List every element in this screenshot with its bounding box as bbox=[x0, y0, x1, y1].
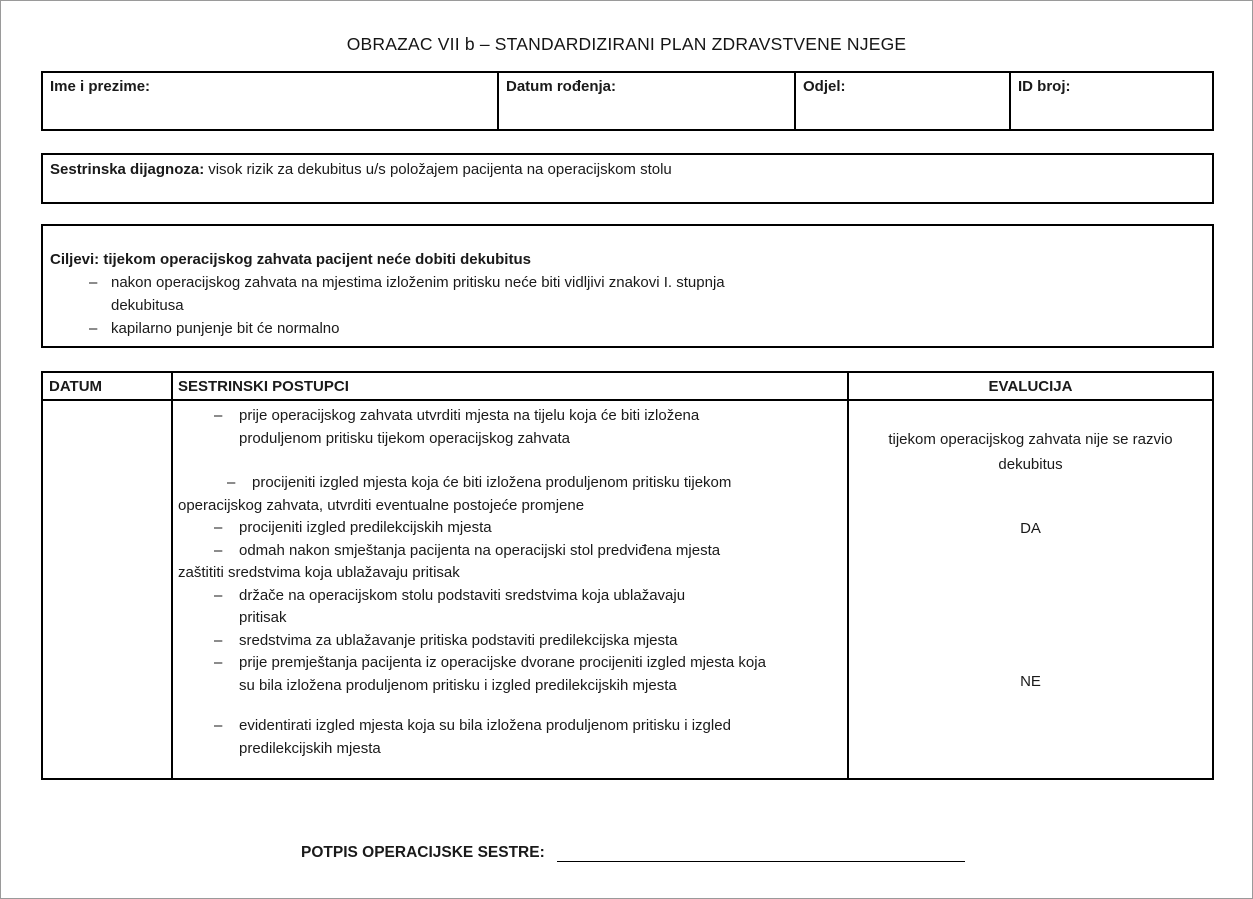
dash-bullet: – bbox=[214, 519, 223, 536]
page-title: OBRAZAC VII b – STANDARDIZIRANI PLAN ZDRAVSTVENE NJEGE bbox=[346, 34, 907, 54]
procedure-line bbox=[178, 585, 847, 608]
procedure-line-text: prije premještanja pacijenta iz operacijske dvorane procijeniti izgled mjesta koja bbox=[239, 654, 766, 671]
field-birthdate-label: Datum rođenja: bbox=[506, 78, 617, 95]
field-department[interactable] bbox=[796, 73, 1011, 129]
procedure-line bbox=[178, 630, 847, 653]
care-table-body bbox=[43, 401, 1212, 778]
care-table-header bbox=[43, 373, 1212, 401]
dash-bullet: – bbox=[214, 631, 223, 649]
dash-bullet: – bbox=[214, 717, 223, 734]
column-header-date: DATUM bbox=[43, 373, 173, 399]
patient-header-table bbox=[41, 71, 1214, 131]
dash-bullet: – bbox=[214, 654, 223, 671]
field-name[interactable] bbox=[43, 73, 499, 129]
date-cell[interactable] bbox=[43, 401, 173, 778]
signature-row bbox=[301, 844, 965, 862]
goal-item bbox=[50, 271, 1205, 317]
evaluation-option-no: NE bbox=[1020, 673, 1041, 690]
goals-box bbox=[41, 224, 1214, 348]
procedure-line-spacer bbox=[178, 697, 847, 715]
goals-heading: Ciljevi: tijekom operacijskog zahvata pacijent neće dobiti dekubitus bbox=[50, 251, 531, 268]
field-id-number-label: ID broj: bbox=[1018, 78, 1071, 95]
procedure-line bbox=[178, 715, 847, 738]
procedure-line: pritisak bbox=[239, 609, 287, 626]
field-name-label: Ime i prezime: bbox=[50, 78, 151, 95]
goal-item-text: nakon operacijskog zahvata na mjestima izloženim pritisku neće biti vidljivi znakovi I. stupnja dekubitusa bbox=[111, 274, 725, 314]
goals-list bbox=[50, 271, 1205, 340]
evaluation-option-yes: DA bbox=[1020, 520, 1041, 537]
procedure-line bbox=[178, 472, 847, 495]
dash-bullet: – bbox=[89, 274, 98, 291]
procedure-line: su bila izložena produljenom pritisku i izgled predilekcijskih mjesta bbox=[239, 676, 677, 694]
evaluation-result bbox=[855, 427, 1206, 477]
care-plan-table bbox=[41, 371, 1214, 780]
procedure-line-text: evidentirati izgled mjesta koja su bila izložena produljenom pritisku i izgled bbox=[239, 717, 731, 734]
procedure-lines bbox=[173, 401, 849, 778]
procedure-line bbox=[178, 405, 847, 428]
column-header-evaluation: EVALUCIJA bbox=[988, 378, 1073, 395]
dash-bullet: – bbox=[214, 541, 223, 559]
procedure-line bbox=[178, 540, 847, 563]
nursing-diagnosis-label: Sestrinska dijagnoza: bbox=[50, 161, 205, 178]
signature-line[interactable] bbox=[557, 844, 965, 862]
field-birthdate[interactable] bbox=[499, 73, 796, 129]
signature-label: POTPIS OPERACIJSKE SESTRE: bbox=[301, 844, 545, 861]
column-header-procedures: SESTRINSKI POSTUPCI bbox=[173, 373, 849, 399]
procedure-line-text: procijeniti izgled predilekcijskih mjesta bbox=[239, 519, 492, 536]
field-department-label: Odjel: bbox=[803, 78, 846, 95]
evaluation-result-line: tijekom operacijskog zahvata nije se razvio bbox=[888, 431, 1173, 448]
procedure-line: zaštititi sredstvima koja ublažavaju pritisak bbox=[178, 564, 460, 581]
procedure-line-text: procijeniti izgled mjesta koja će biti izložena produljenom pritisku tijekom bbox=[252, 474, 732, 491]
field-id-number[interactable] bbox=[1011, 73, 1212, 129]
dash-bullet: – bbox=[214, 586, 223, 604]
goal-item bbox=[50, 317, 1205, 340]
procedure-line bbox=[178, 652, 847, 675]
dash-bullet: – bbox=[89, 320, 98, 337]
procedure-line bbox=[178, 517, 847, 540]
procedure-line-spacer bbox=[178, 450, 847, 472]
dash-bullet: – bbox=[214, 407, 223, 424]
procedure-line-text: prije operacijskog zahvata utvrditi mjesta na tijelu koja će biti izložena bbox=[239, 407, 700, 424]
procedure-line: produljenom pritisku tijekom operacijskog zahvata bbox=[239, 429, 570, 447]
nursing-diagnosis-box bbox=[41, 153, 1214, 204]
evaluation-result-line: dekubitus bbox=[998, 456, 1063, 473]
procedure-line-text: odmah nakon smještanja pacijenta na operacijski stol predviđena mjesta bbox=[239, 541, 721, 559]
goal-item-text: kapilarno punjenje bit će normalno bbox=[111, 320, 340, 337]
procedure-line-text: sredstvima za ublažavanje pritiska podstaviti predilekcijska mjesta bbox=[239, 631, 678, 649]
evaluation-cell bbox=[849, 401, 1212, 778]
procedure-line-text: držače na operacijskom stolu podstaviti sredstvima koja ublažavaju bbox=[239, 586, 686, 604]
nursing-diagnosis-value: visok rizik za dekubitus u/s položajem pacijenta na operacijskom stolu bbox=[208, 161, 672, 178]
procedure-line: predilekcijskih mjesta bbox=[239, 739, 381, 757]
dash-bullet: – bbox=[227, 474, 236, 491]
procedure-line: operacijskog zahvata, utvrditi eventualne postojeće promjene bbox=[178, 496, 585, 514]
